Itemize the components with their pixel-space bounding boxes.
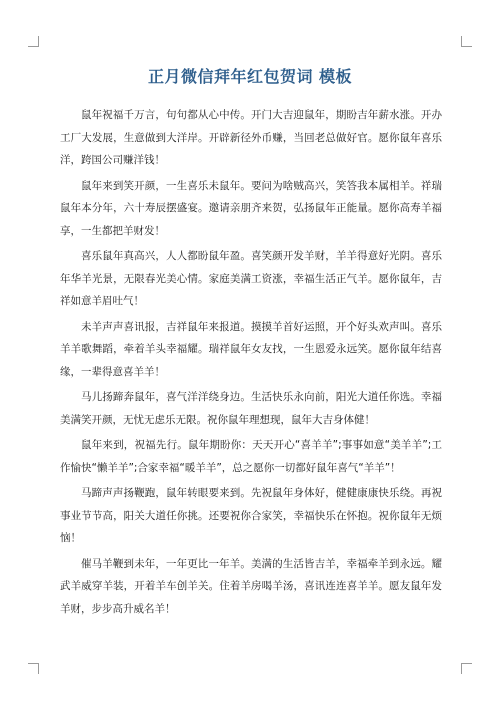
paragraph-3: 喜乐鼠年真高兴，人人都盼鼠年盈。喜笑颜开发羊财，羊羊得意好光阴。喜乐年华羊光景，无限春光美心情。家庭美满工资涨，幸福生活正气羊。愿你鼠年，吉祥如意羊眉吐气！ xyxy=(60,250,442,307)
document-title: 正月微信拜年红包贺词 模板 xyxy=(147,67,353,86)
crop-mark-bottom-right xyxy=(461,663,472,674)
paragraph-6: 鼠年来到，祝福先行。鼠年期盼你：天天开心“喜羊羊”;事事如意“美羊羊”;工作愉快“懒羊羊”;合家幸福“暖羊羊”，总之愿你一切都好鼠年喜气“羊羊”！ xyxy=(60,439,442,474)
paragraph-2: 鼠年来到笑开颜，一生喜乐未鼠年。要问为啥贼高兴，笑答我本属相羊。祥瑞鼠年本分年，六十寿辰摆盛宴。邀请亲朋齐来贺，弘扬鼠年正能量。愿你高寿羊福享，一生都把羊财发！ xyxy=(60,179,442,237)
paragraph-5: 马儿扬蹄奔鼠年，喜气洋洋绕身边。生活快乐永向前，阳光大道任你选。幸福美满笑开颜，无忧无虑乐无限。祝你鼠年理想现，鼠年大吉身体健！ xyxy=(60,391,442,426)
crop-mark-bottom-left xyxy=(28,663,39,674)
crop-mark-top-left xyxy=(28,36,39,47)
paragraph-8: 催马羊鞭到未年，一年更比一年羊。美满的生活皆吉羊，幸福牵羊到永远。耀武羊威穿羊装，开着羊车创羊关。住着羊房喝羊汤，喜讯连连喜羊羊。愿友鼠年发羊财，步步高升威名羊！ xyxy=(60,557,442,615)
document-body xyxy=(60,104,442,623)
paragraph-4: 未羊声声喜讯报，吉祥鼠年来报道。摸摸羊首好运照，开个好头欢声叫。喜乐羊羊歌舞蹈，牵着羊头幸福耀。瑞祥鼠年女友找，一生恩爱永远笑。愿你鼠年结喜缘，一辈得意喜羊羊！ xyxy=(60,320,442,378)
paragraph-1: 鼠年祝福千万言，句句都从心中传。开门大吉迎鼠年，期盼吉年薪水涨。开办工厂大发展，生意做到大洋岸。开辟新径外币赚，当回老总做好官。愿你鼠年喜乐洋，跨国公司赚洋钱！ xyxy=(60,109,442,166)
paragraph-7: 马蹄声声扬鞭跑，鼠年转眼要来到。先祝鼠年身体好，健健康康快乐绕。再祝事业节节高，阳关大道任你挑。还要祝你合家笑，幸福快乐在怀抱。祝你鼠年无烦恼！ xyxy=(60,487,442,544)
crop-mark-top-right xyxy=(461,36,472,47)
